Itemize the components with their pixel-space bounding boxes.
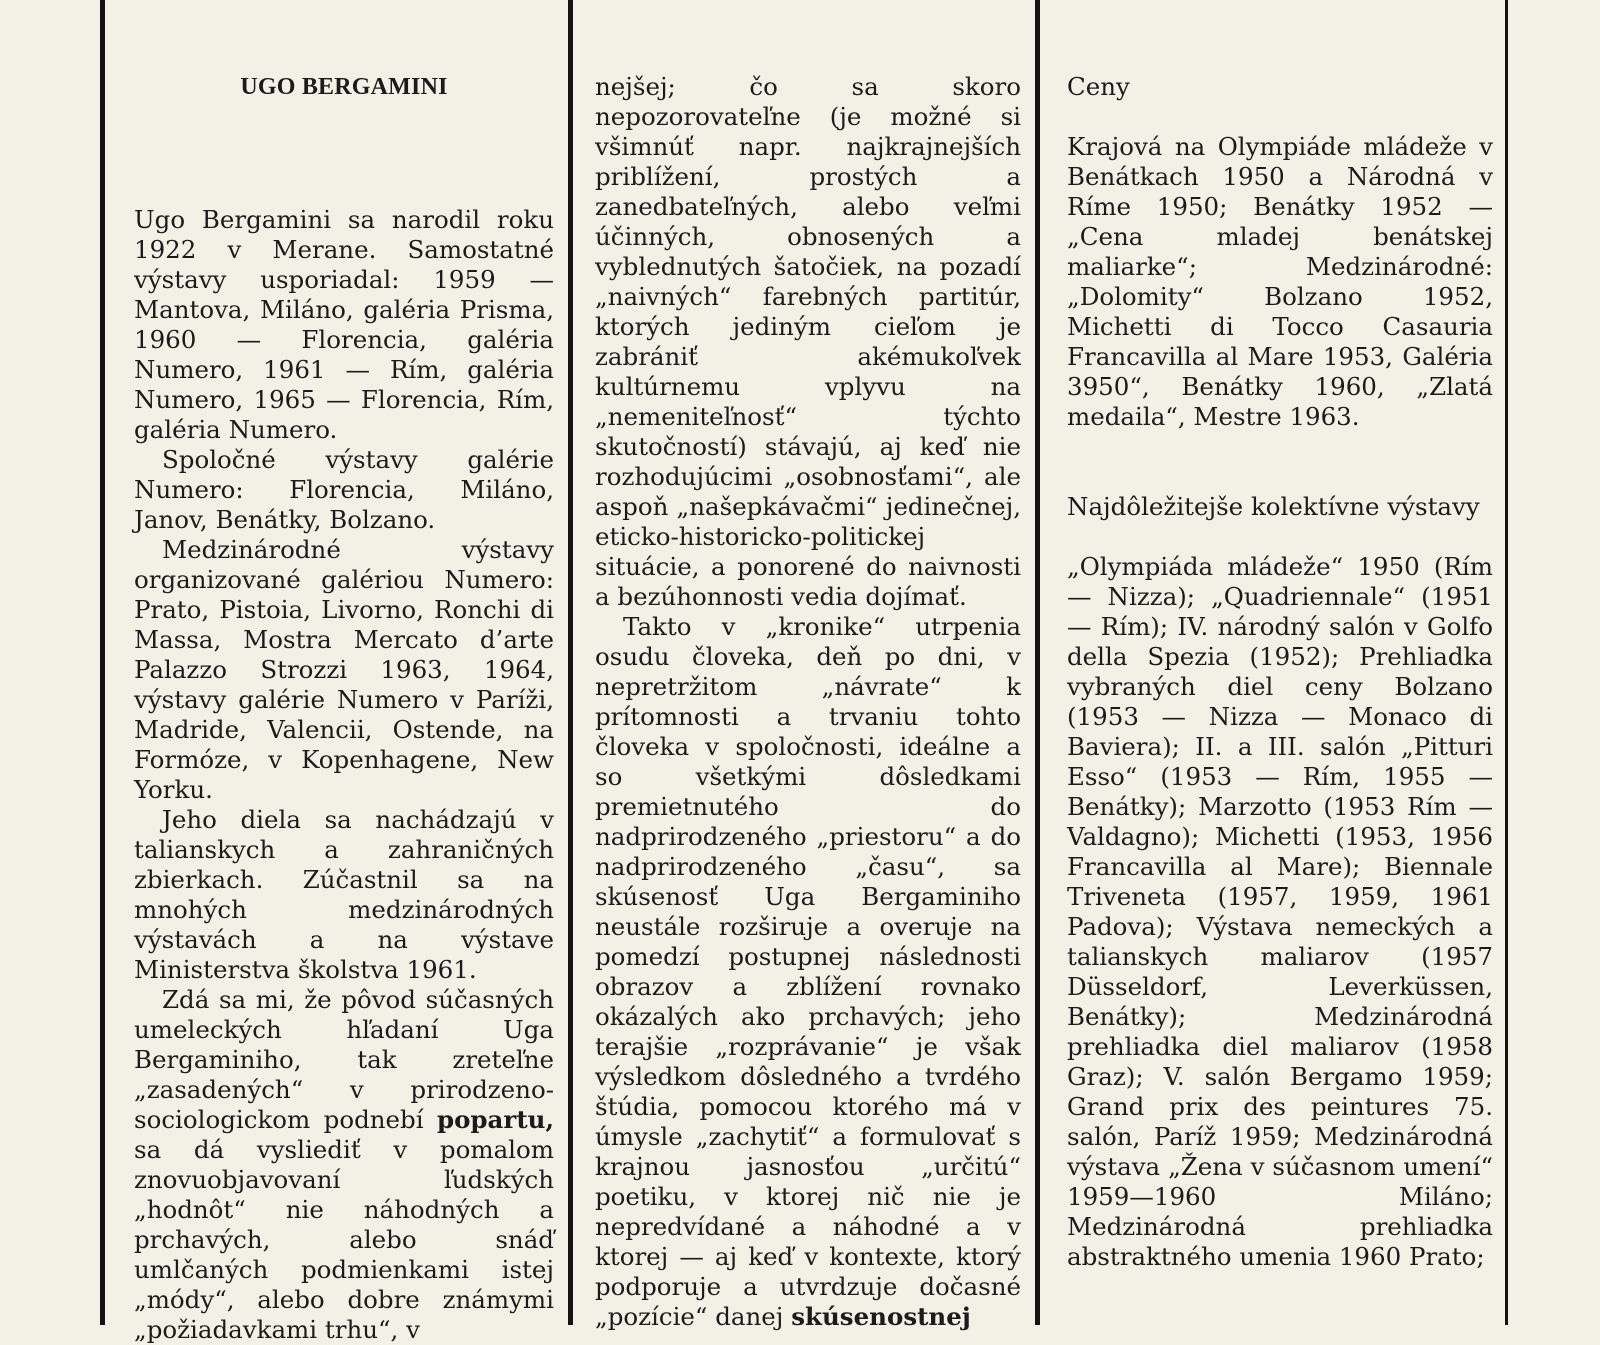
- collective-exhibitions-heading: Najdôležitejše kolektívne výstavy: [1067, 492, 1480, 521]
- international-exhibitions-paragraph: Medzinárodné výstavy organizované galériou Numero: Prato, Pistoia, Livorno, Ronchi di Massa, Mostra Mercato d’arte Palazzo Strozzi 1963, 1964, výstavy galérie Numero v Paríži, Madride, Valencii, Ostende, na Formóze, v Kopenhagene, New Yorku.: [134, 535, 554, 804]
- collective-exhibitions-text: „Olympiáda mládeže“ 1950 (Rím — Nizza); „Quadriennale“ (1951 — Rím); IV. národný salón v Golfo della Spezia (1952); Prehliadka vybraných diel ceny Bolzano (1953 — Nizza — Monaco di Baviera); II. a III. salón „Pitturi Esso“ (1953 — Rím, 1955 — Benátky); Marzotto (1953 Rím — Valdagno); Michetti (1953, 1956 Francavilla al Mare); Biennale Triveneta (1957, 1959, 1961 Padova); Výstava nemeckých a talianskych maliarov (1957 Düsseldorf, Leverküssen, Benátky); Medzinárodná prehliadka diel maliarov (1958 Graz); V. salón Bergamo 1959; Grand prix des peintures 75. salón, Paríž 1959; Medzinárodná výstava „Žena v súčasnom umení“ 1959—1960 Miláno; Medzinárodná prehliadka abstraktného umenia 1960 Prato;: [1067, 552, 1493, 1271]
- bio-paragraph: Ugo Bergamini sa narodil roku 1922 v Merane. Samostatné výstavy usporiadal: 1959 — Mantova, Miláno, galéria Prisma, 1960 — Florencia, galéria Numero, 1961 — Rím, galéria Numero, 1965 — Florencia, Rím, galéria Numero.: [134, 205, 554, 444]
- text-column-3: [1041, 0, 1509, 1325]
- essay-text-end: sa dá vysliediť v pomalom znovuobjavovaní ľudských „hodnôt“ nie náhodných a prchavých, alebo snáď umlčaných podmienkami istej „módy“, alebo dobre známymi „požiadavkami trhu“, v: [134, 1135, 554, 1344]
- article-title: UGO BERGAMINI: [240, 74, 448, 100]
- awards-text: Krajová na Olympiáde mládeže v Benátkach 1950 a Národná v Ríme 1950; Benátky 1952 — „Cena mladej benátskej maliarke“; Medzinárodné: „Dolomity“ Bolzano 1952, Michetti di Tocco Casauria Francavilla al Mare 1953, Galéria 3950“, Benátky 1960, „Zlatá medaila“, Mestre 1963.: [1067, 132, 1493, 431]
- chronicle-paragraph: [595, 612, 1021, 1332]
- group-exhibitions-paragraph: Spoločné výstavy galérie Numero: Florencia, Miláno, Janov, Benátky, Bolzano.: [134, 445, 554, 534]
- essay-text-start: Zdá sa mi, že pôvod súčasných umeleckých hľadaní Uga Bergaminiho, tak zreteľne „zasadených“ v prirodzeno-sociologickom podnebí: [134, 985, 554, 1134]
- collections-paragraph: Jeho diela sa nachádzajú v talianskych a zahraničných zbierkach. Zúčastnil sa na mnohých medzinárodných výstavách a na výstave Ministerstva školstva 1961.: [134, 805, 554, 984]
- chronicle-bold-term: skúsenostnej: [791, 1302, 971, 1331]
- text-column-2: [573, 0, 1037, 1331]
- essay-bold-term: popartu,: [436, 1105, 554, 1134]
- column-rule-left: [100, 0, 105, 1325]
- essay-paragraph: [134, 985, 554, 1345]
- chronicle-text: Takto v „kronike“ utrpenia osudu človeka, deň po dni, v nepretržitom „návrate“ k prítomnosti a trvaniu tohto človeka v spoločnosti, ideálne a so všetkými dôsledkami premietnutého do nadprirodzeného „priestoru“ a do nadprirodzeného „času“, sa skúsenosť Uga Bergaminiho neustále rozširuje a overuje na pomedzí postupnej následnosti obrazov a zblížení rovnako okázalých ako prchavých; jeho terajšie „rozprávanie“ je však výsledkom dôsledného a tvrdého štúdia, pomocou ktorého má v úmysle „zachytiť“ a formulovať s krajnou jasnosťou „určitú“ poetiku, v ktorej nič nie je nepredvídané a náhodné a v ktorej — aj keď v kontexte, ktorý podporuje a utvrdzuje dočasné „pozície“ danej: [595, 612, 1021, 1331]
- text-column-1: [106, 0, 570, 1344]
- essay-continuation-paragraph: nejšej; čo sa skoro nepozorovateľne (je možné si všimnúť napr. najkrajnejších priblížení, prostých a zanedbateľných, alebo veľmi účinných, obnosených a vyblednutých šatočiek, na pozadí „naivných“ farebných partitúr, ktorých jediným cieľom je zabrániť akémukoľvek kultúrnemu vplyvu na „nemeniteľnosť“ týchto skutočností) stávajú, aj keď nie rozhodujúcimi „osobnosťami“, ale aspoň „našepkávačmi“ jedinečnej, eticko-historicko-politickej situácie, a ponorené do naivnosti a bezúhonnosti vedia dojímať.: [595, 72, 1021, 611]
- awards-heading: Ceny: [1067, 72, 1130, 101]
